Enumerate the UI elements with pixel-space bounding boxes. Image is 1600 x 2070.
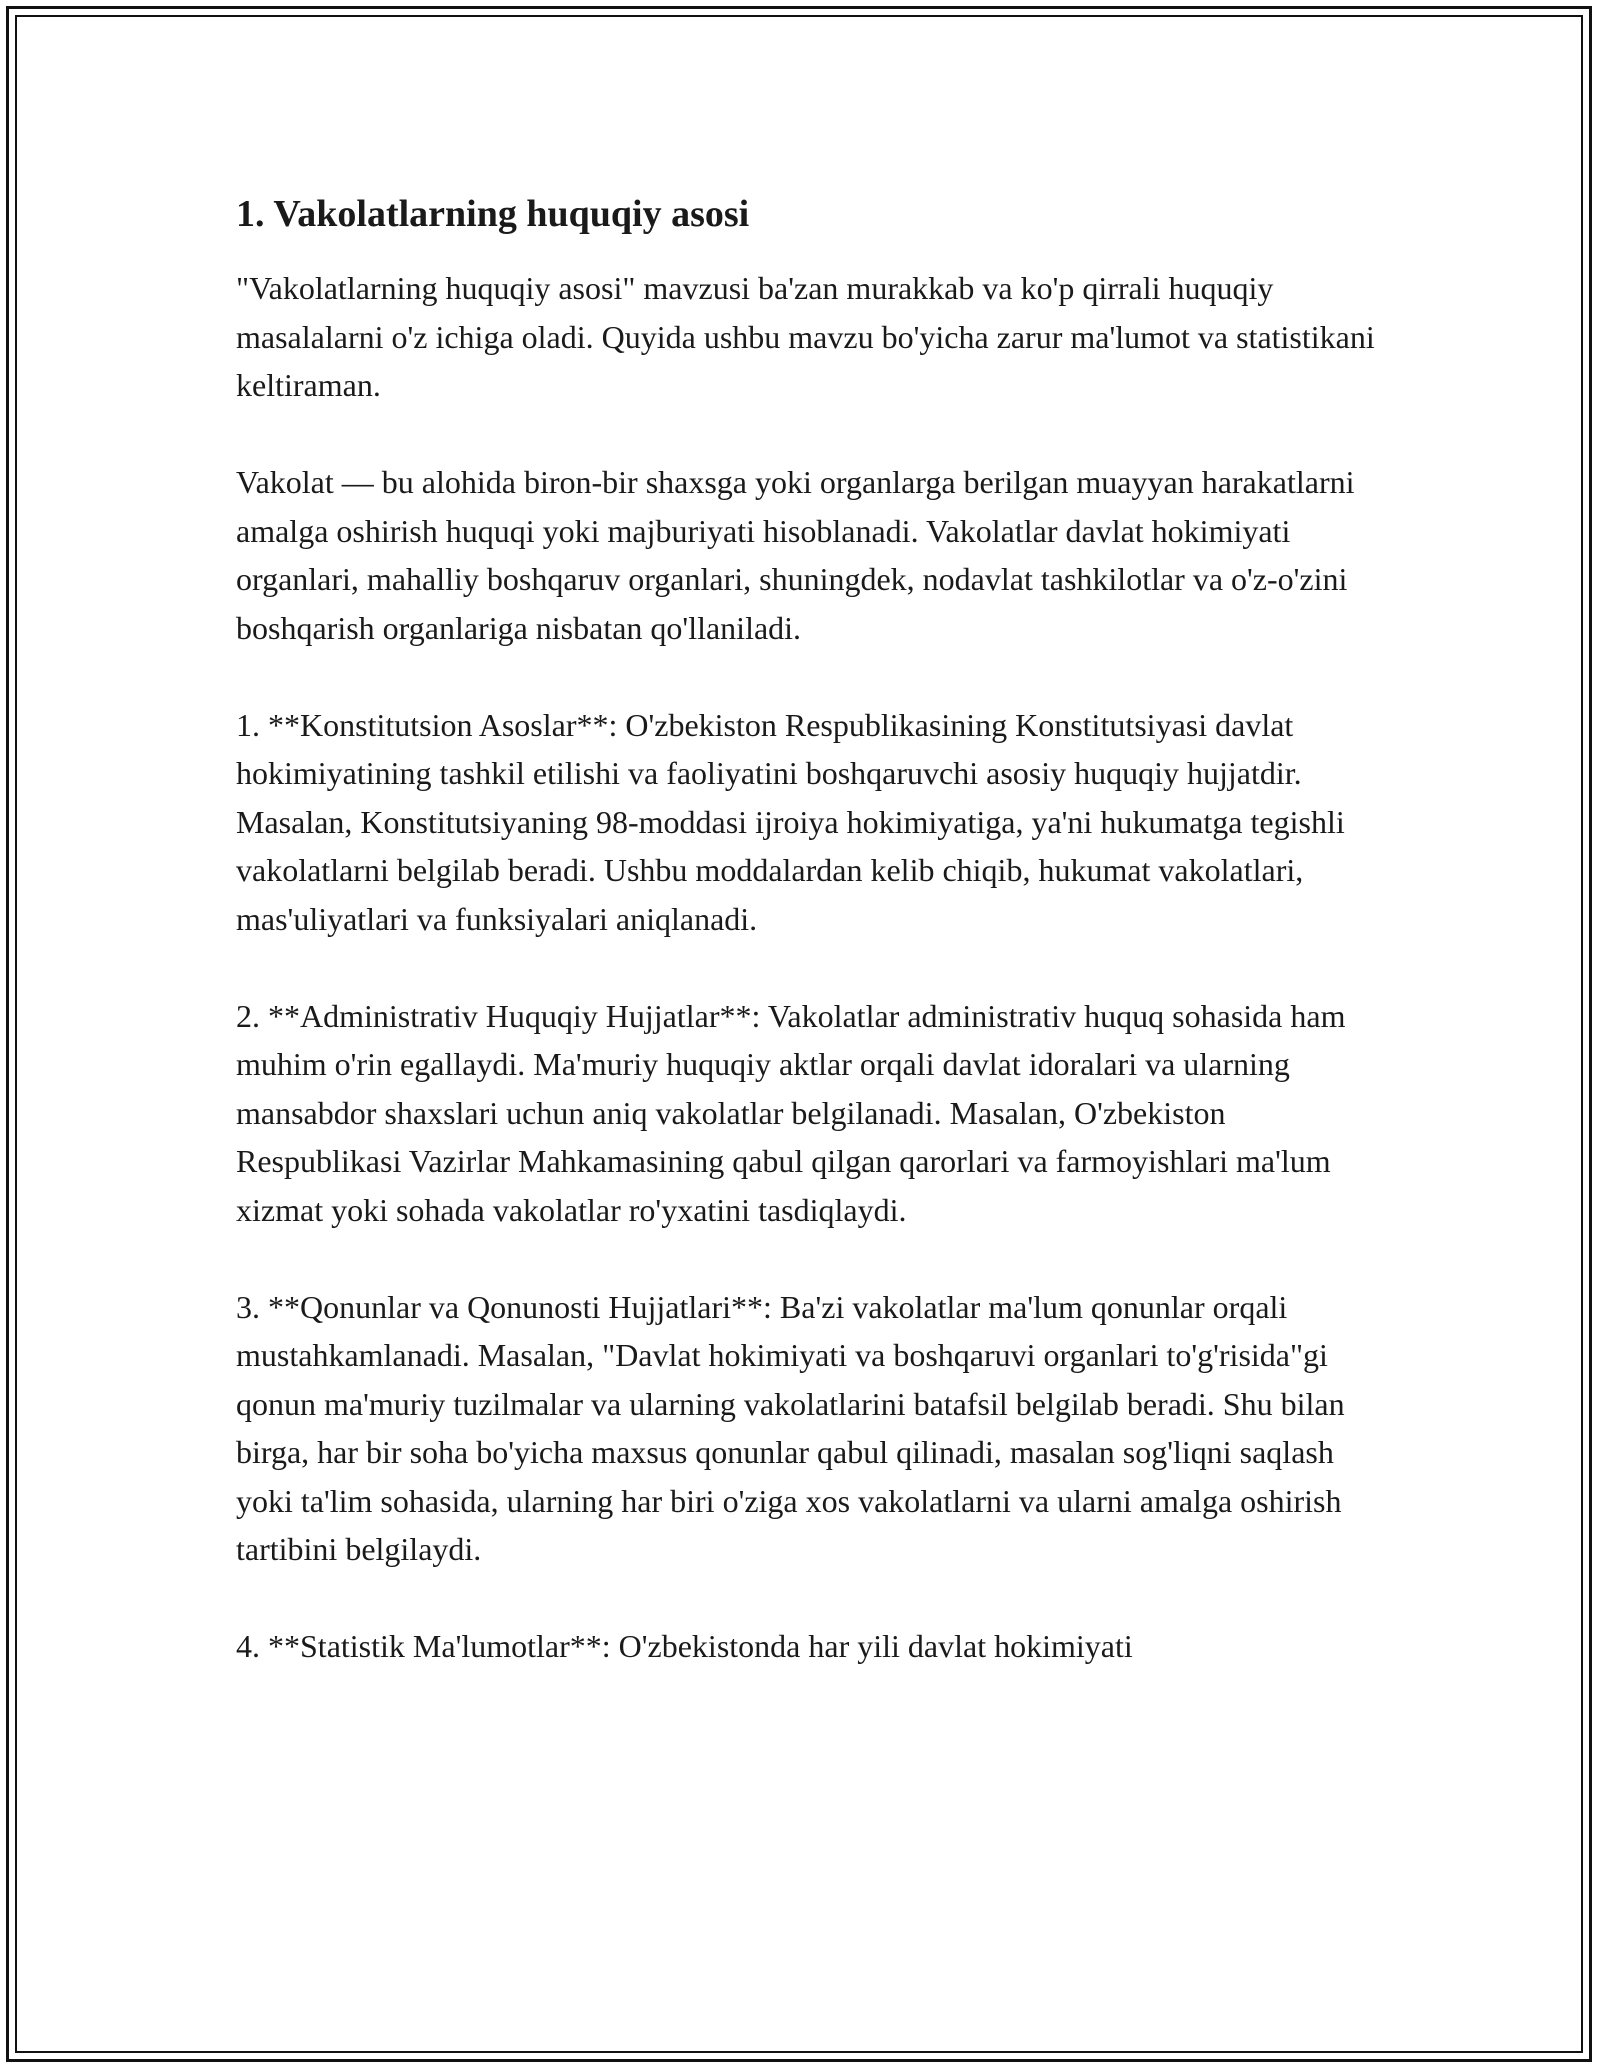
paragraph-administrative-acts: 2. **Administrativ Huquqiy Hujjatlar**: Vakolatlar administrativ huquq sohasida ham muhim o'rin egallaydi. Ma'muriy huquqiy aktlar orqali davlat idoralari va ularning mansabdor shaxslari uchun aniq vakolatlar belgilanadi. Masalan, O'zbekiston Respublikasi Vazirlar Mahkamasining qabul qilgan qarorlari va farmoyishlari ma'lum xizmat yoki sohada vakolatlar ro'yxatini tasdiqlaydi. — [236, 997, 1346, 1228]
paragraph-statistics: 4. **Statistik Ma'lumotlar**: O'zbekistonda har yili davlat hokimiyati — [236, 1628, 1133, 1664]
document-body — [236, 186, 1396, 1719]
paragraph-definition: Vakolat — bu alohida biron-bir shaxsga yoki organlarga berilgan muayyan harakatlarni amalga oshirish huquqi yoki majburiyati hisoblanadi. Vakolatlar davlat hokimiyati organlari, mahalliy boshqaruv organlari, shuningdek, nodavlat tashkilotlar va o'z-o'zini boshqarish organlariga nisbatan qo'llaniladi. — [236, 464, 1355, 646]
paragraph-intro: "Vakolatlarning huquqiy asosi" mavzusi ba'zan murakkab va ko'p qirrali huquqiy masalalarni o'z ichiga oladi. Quyida ushbu mavzu bo'yicha zarur ma'lumot va statistikani keltiraman. — [236, 270, 1375, 403]
paragraph-constitutional-basis: 1. **Konstitutsion Asoslar**: O'zbekiston Respublikasining Konstitutsiyasi davlat hokimiyatining tashkil etilishi va faoliyatini boshqaruvchi asosiy huquqiy hujjatdir. Masalan, Konstitutsiyaning 98-moddasi ijroiya hokimiyatiga, ya'ni hukumatga tegishli vakolatlarni belgilab beradi. Ushbu moddalardan kelib chiqib, hukumat vakolatlari, mas'uliyatlari va funksiyalari aniqlanadi. — [236, 706, 1345, 937]
paragraph-laws: 3. **Qonunlar va Qonunosti Hujjatlari**: Ba'zi vakolatlar ma'lum qonunlar orqali mustahkamlanadi. Masalan, "Davlat hokimiyati va boshqaruvi organlari to'g'risida"gi qonun ma'muriy tuzilmalar va ularning vakolatlarini batafsil belgilab beradi. Shu bilan birga, har bir soha bo'yicha maxsus qonunlar qabul qilinadi, masalan sog'liqni saqlash yoki ta'lim sohasida, ularning har biri o'ziga xos vakolatlarni va ularni amalga oshirish tartibini belgilaydi. — [236, 1288, 1345, 1567]
section-heading: 1. Vakolatlarning huquqiy asosi — [236, 193, 750, 235]
